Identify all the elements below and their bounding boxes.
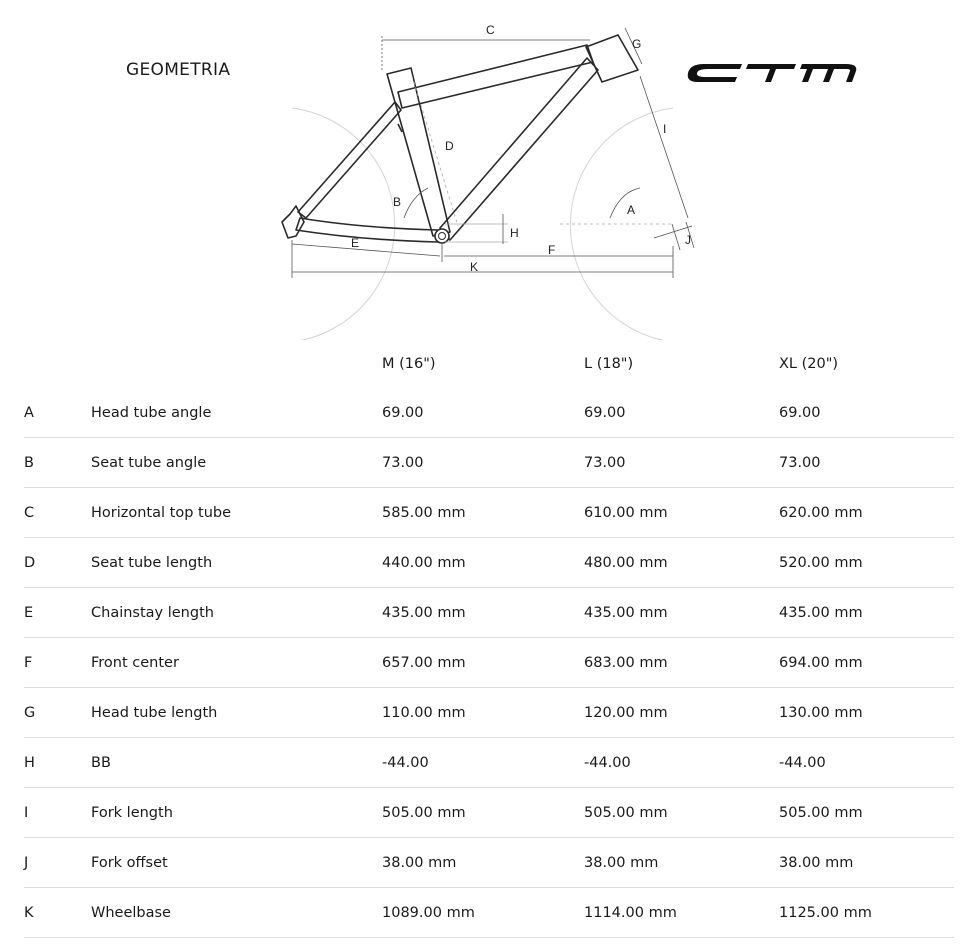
column-header-code [24, 340, 91, 388]
row-value-xl: 520.00 mm [779, 538, 954, 588]
row-value-m: 1089.00 mm [382, 888, 584, 938]
table-row [24, 488, 954, 538]
row-value-m: 38.00 mm [382, 838, 584, 888]
label-g: G [632, 37, 642, 51]
table-row [24, 888, 954, 938]
table-row [24, 438, 954, 488]
row-value-xl: 694.00 mm [779, 638, 954, 688]
row-value-m: 657.00 mm [382, 638, 584, 688]
label-a: A [627, 203, 636, 217]
column-header-name [91, 340, 382, 388]
page-title: GEOMETRIA [126, 60, 231, 80]
row-value-xl: 505.00 mm [779, 788, 954, 838]
row-value-xl: 435.00 mm [779, 588, 954, 638]
row-code: F [24, 638, 91, 688]
row-code: I [24, 788, 91, 838]
row-value-xl: 130.00 mm [779, 688, 954, 738]
row-name: Wheelbase [91, 888, 382, 938]
row-value-l: -44.00 [584, 738, 779, 788]
row-value-xl: 73.00 [779, 438, 954, 488]
row-name: Horizontal top tube [91, 488, 382, 538]
label-c: C [486, 23, 495, 37]
row-name: Seat tube angle [91, 438, 382, 488]
table-row [24, 588, 954, 638]
row-value-l: 73.00 [584, 438, 779, 488]
row-code: A [24, 388, 91, 438]
row-value-xl: 38.00 mm [779, 838, 954, 888]
row-value-xl: 69.00 [779, 388, 954, 438]
row-code: E [24, 588, 91, 638]
bottom-bracket [435, 229, 449, 243]
row-value-l: 505.00 mm [584, 788, 779, 838]
row-value-l: 120.00 mm [584, 688, 779, 738]
row-value-l: 435.00 mm [584, 588, 779, 638]
row-code: D [24, 538, 91, 588]
table-header-row [24, 340, 954, 388]
row-value-m: 440.00 mm [382, 538, 584, 588]
row-value-m: 69.00 [382, 388, 584, 438]
row-value-m: -44.00 [382, 738, 584, 788]
column-header-xl: XL (20") [779, 356, 839, 372]
row-name: Head tube angle [91, 388, 382, 438]
row-value-xl: -44.00 [779, 738, 954, 788]
label-k: K [470, 260, 479, 274]
label-b: B [393, 195, 402, 209]
row-value-l: 69.00 [584, 388, 779, 438]
row-name: Seat tube length [91, 538, 382, 588]
row-name: Front center [91, 638, 382, 688]
row-code: H [24, 738, 91, 788]
table-row [24, 738, 954, 788]
row-code: G [24, 688, 91, 738]
label-d: D [445, 139, 454, 153]
row-value-m: 585.00 mm [382, 488, 584, 538]
label-e: E [351, 236, 360, 250]
label-j: J [685, 233, 691, 247]
label-f: F [548, 243, 556, 257]
row-value-l: 1114.00 mm [584, 888, 779, 938]
row-name: Fork offset [91, 838, 382, 888]
row-code: K [24, 888, 91, 938]
table-row [24, 638, 954, 688]
geometry-diagram [0, 0, 970, 340]
table-row [24, 388, 954, 438]
row-value-m: 110.00 mm [382, 688, 584, 738]
row-value-m: 505.00 mm [382, 788, 584, 838]
table-row [24, 538, 954, 588]
bike-frame [282, 35, 638, 242]
label-h: H [510, 226, 519, 240]
label-i: I [663, 122, 667, 136]
column-header-l: L (18") [584, 356, 634, 372]
row-value-m: 435.00 mm [382, 588, 584, 638]
row-code: J [24, 838, 91, 888]
row-code: B [24, 438, 91, 488]
row-value-l: 480.00 mm [584, 538, 779, 588]
row-value-l: 683.00 mm [584, 638, 779, 688]
row-name: Head tube length [91, 688, 382, 738]
table-row [24, 788, 954, 838]
row-value-m: 73.00 [382, 438, 584, 488]
row-name: Fork length [91, 788, 382, 838]
row-code: C [24, 488, 91, 538]
geometry-table [24, 340, 954, 938]
table-row [24, 688, 954, 738]
row-value-l: 610.00 mm [584, 488, 779, 538]
row-name: BB [91, 738, 382, 788]
row-value-xl: 620.00 mm [779, 488, 954, 538]
row-value-xl: 1125.00 mm [779, 888, 954, 938]
row-value-l: 38.00 mm [584, 838, 779, 888]
table-row [24, 838, 954, 888]
column-header-m: M (16") [382, 356, 436, 372]
row-name: Chainstay length [91, 588, 382, 638]
